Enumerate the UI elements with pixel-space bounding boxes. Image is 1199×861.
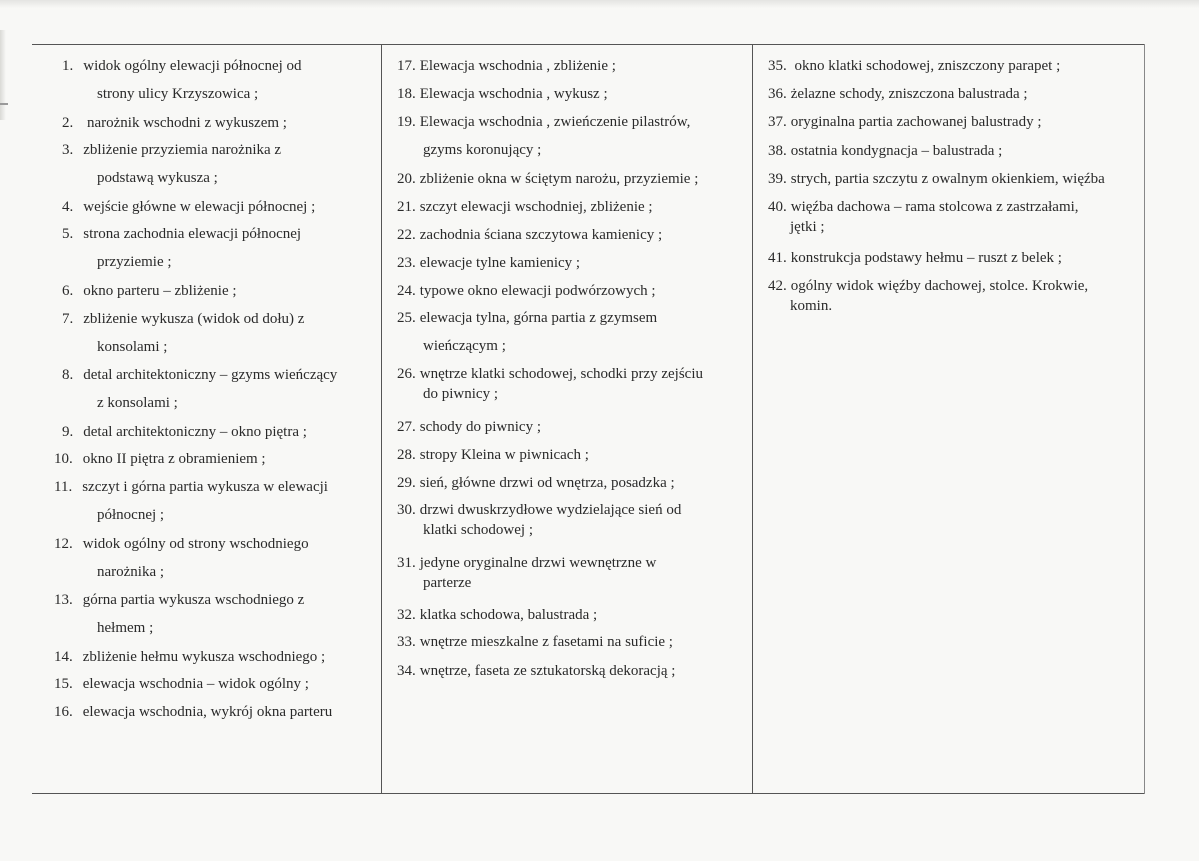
list-item	[768, 276, 1143, 296]
list-item	[54, 702, 380, 722]
scan-mark	[0, 103, 8, 105]
list-item-text: komin.	[790, 298, 833, 314]
list-item-number: 14.	[54, 649, 73, 665]
list-item-text: gzyms koronujący ;	[423, 142, 542, 158]
list-item-text: narożnik wschodni z wykuszem ;	[83, 115, 287, 131]
list-item-text: jętki ;	[790, 219, 825, 235]
list-item-text: strony ulicy Krzyszowica ;	[97, 86, 259, 102]
list-item-number: 40.	[768, 199, 787, 215]
list-item	[397, 225, 747, 245]
list-item	[768, 248, 1143, 268]
list-item-text: okno klatki schodowej, zniszczony parapet ;	[790, 58, 1061, 74]
list-item	[62, 281, 380, 301]
list-item-text: sień, główne drzwi od wnętrza, posadzka ;	[419, 475, 675, 491]
list-item-text: detal architektoniczny – okno piętra ;	[83, 424, 307, 440]
list-item-continuation	[62, 337, 380, 357]
list-item-number: 17.	[397, 58, 416, 74]
list-item	[397, 553, 747, 573]
list-item-number: 38.	[768, 143, 787, 159]
list-item	[397, 84, 747, 104]
list-item-text: górna partia wykusza wschodniego z	[82, 592, 305, 608]
list-item-text: drzwi dwuskrzydłowe wydzielające sień od	[419, 502, 682, 518]
list-item-continuation	[768, 217, 1143, 237]
list-item-text: wnętrze klatki schodowej, schodki przy zejściu	[419, 366, 703, 382]
list-item	[62, 56, 380, 76]
list-item	[397, 632, 747, 652]
list-item-number: 16.	[54, 704, 73, 720]
list-item	[62, 365, 380, 385]
list-item-text: widok ogólny od strony wschodniego	[82, 536, 309, 552]
list-item	[397, 445, 747, 465]
list-item	[768, 56, 1143, 76]
list-item-text: Elewacja wschodnia , zwieńczenie pilastrów,	[419, 114, 691, 130]
list-item-text: narożnika ;	[97, 564, 165, 580]
list-item-text: szczyt elewacji wschodniej, zbliżenie ;	[419, 199, 653, 215]
list-item-continuation	[62, 393, 380, 413]
list-item-text: widok ogólny elewacji północnej od	[83, 58, 302, 74]
list-item	[397, 364, 747, 384]
list-item	[397, 661, 747, 681]
list-item-number: 35.	[768, 58, 787, 74]
list-item-text: typowe okno elewacji podwórzowych ;	[419, 283, 656, 299]
list-item	[54, 477, 380, 497]
list-item-text: konsolami ;	[97, 339, 168, 355]
list-item	[397, 308, 747, 328]
list-item	[54, 534, 380, 554]
list-item	[768, 84, 1143, 104]
list-item-number: 6.	[62, 283, 74, 299]
list-item	[397, 473, 747, 493]
list-item-text: ogólny widok więźby dachowej, stolce. Krokwie,	[790, 278, 1089, 294]
column-divider-1	[381, 44, 382, 794]
list-item-text: zbliżenie przyziemia narożnika z	[83, 142, 282, 158]
list-item	[62, 113, 380, 133]
list-item-text: z konsolami ;	[97, 395, 178, 411]
list-item-text: hełmem ;	[97, 620, 154, 636]
list-item-continuation	[62, 618, 380, 638]
list-item	[768, 169, 1143, 189]
list-item-text: schody do piwnicy ;	[419, 419, 541, 435]
list-item	[62, 197, 380, 217]
list-item-continuation	[62, 168, 380, 188]
scan-shadow-left	[0, 30, 6, 120]
list-item-text: strona zachodnia elewacji północnej	[83, 226, 302, 242]
list-item	[397, 197, 747, 217]
list-item	[768, 141, 1143, 161]
list-item-text: klatki schodowej ;	[423, 522, 533, 538]
list-item-text: elewacja wschodnia, wykrój okna parteru	[82, 704, 333, 720]
list-item-continuation	[397, 520, 747, 540]
list-item-number: 1.	[62, 58, 74, 74]
list-item-number: 24.	[397, 283, 416, 299]
list-item-number: 4.	[62, 199, 74, 215]
list-item	[62, 309, 380, 329]
list-item-text: ostatnia kondygnacja – balustrada ;	[790, 143, 1003, 159]
list-item-number: 5.	[62, 226, 74, 242]
list-item	[54, 590, 380, 610]
list-item-text: konstrukcja podstawy hełmu – ruszt z belek ;	[790, 250, 1062, 266]
list-item-number: 28.	[397, 447, 416, 463]
list-item-number: 11.	[54, 479, 73, 495]
list-item-text: elewacje tylne kamienicy ;	[419, 255, 581, 271]
list-item	[54, 674, 380, 694]
list-item-text: strych, partia szczytu z owalnym okienkiem, więźba	[790, 171, 1105, 187]
list-item-text: szczyt i górna partia wykusza w elewacji	[82, 479, 328, 495]
list-item-number: 15.	[54, 676, 73, 692]
list-item-text: oryginalna partia zachowanej balustrady ;	[790, 114, 1042, 130]
list-item	[62, 224, 380, 244]
list-item-number: 9.	[62, 424, 74, 440]
table-right-border	[1144, 44, 1145, 794]
list-item-number: 2.	[62, 115, 74, 131]
scan-shadow-top	[0, 0, 1199, 8]
table-bottom-border	[32, 793, 1144, 794]
list-item-text: elewacja tylna, górna partia z gzymsem	[419, 310, 658, 326]
list-item	[397, 253, 747, 273]
list-item	[397, 169, 747, 189]
list-item-text: do piwnicy ;	[423, 386, 498, 402]
list-item-continuation	[62, 252, 380, 272]
list-item-number: 27.	[397, 419, 416, 435]
list-item-number: 19.	[397, 114, 416, 130]
list-item-number: 32.	[397, 607, 416, 623]
list-item-number: 8.	[62, 367, 74, 383]
list-item-number: 3.	[62, 142, 74, 158]
list-item-text: parterze	[423, 575, 472, 591]
list-item-continuation	[62, 505, 380, 525]
list-item-text: klatka schodowa, balustrada ;	[419, 607, 598, 623]
list-item	[768, 112, 1143, 132]
list-item-number: 34.	[397, 663, 416, 679]
list-item-text: północnej ;	[97, 507, 165, 523]
list-item-continuation	[768, 296, 1143, 316]
list-item-continuation	[62, 562, 380, 582]
list-item-number: 20.	[397, 171, 416, 187]
list-item	[397, 417, 747, 437]
list-item	[397, 605, 747, 625]
list-item-number: 39.	[768, 171, 787, 187]
list-item-continuation	[397, 140, 747, 160]
list-item-text: więźba dachowa – rama stolcowa z zastrzałami,	[790, 199, 1079, 215]
list-item-text: przyziemie ;	[97, 254, 172, 270]
list-item-number: 31.	[397, 555, 416, 571]
list-item	[397, 56, 747, 76]
list-item	[54, 647, 380, 667]
list-item-number: 23.	[397, 255, 416, 271]
list-item-continuation	[397, 336, 747, 356]
column-divider-2	[752, 44, 753, 794]
list-item-continuation	[397, 573, 747, 593]
list-item-text: zbliżenie okna w ściętym narożu, przyziemie ;	[419, 171, 699, 187]
list-item	[62, 140, 380, 160]
list-item-text: Elewacja wschodnia , zbliżenie ;	[419, 58, 616, 74]
list-item-number: 22.	[397, 227, 416, 243]
list-item	[397, 500, 747, 520]
list-item-text: Elewacja wschodnia , wykusz ;	[419, 86, 608, 102]
list-item	[397, 281, 747, 301]
list-item-text: zbliżenie wykusza (widok od dołu) z	[83, 311, 305, 327]
list-item-text: wnętrze, faseta ze sztukatorską dekoracją ;	[419, 663, 676, 679]
list-item-text: stropy Kleina w piwnicach ;	[419, 447, 589, 463]
list-item-text: żelazne schody, zniszczona balustrada ;	[790, 86, 1028, 102]
list-item-number: 18.	[397, 86, 416, 102]
list-item-continuation	[62, 84, 380, 104]
list-item-text: wnętrze mieszkalne z fasetami na suficie ;	[419, 634, 673, 650]
list-item-text: wieńczącym ;	[423, 338, 506, 354]
list-item-number: 37.	[768, 114, 787, 130]
list-item-number: 42.	[768, 278, 787, 294]
list-item-text: zachodnia ściana szczytowa kamienicy ;	[419, 227, 663, 243]
list-item-continuation	[397, 384, 747, 404]
list-item-number: 12.	[54, 536, 73, 552]
list-item-number: 29.	[397, 475, 416, 491]
list-item-text: okno II piętra z obramieniem ;	[82, 451, 266, 467]
list-item-number: 33.	[397, 634, 416, 650]
list-item	[397, 112, 747, 132]
table-top-border	[32, 44, 1144, 45]
list-item-text: jedyne oryginalne drzwi wewnętrzne w	[419, 555, 657, 571]
list-item-number: 13.	[54, 592, 73, 608]
list-item-text: zbliżenie hełmu wykusza wschodniego ;	[82, 649, 326, 665]
list-item	[62, 422, 380, 442]
list-item-number: 41.	[768, 250, 787, 266]
list-item-number: 36.	[768, 86, 787, 102]
list-item-number: 25.	[397, 310, 416, 326]
list-item-number: 21.	[397, 199, 416, 215]
list-item-text: podstawą wykusza ;	[97, 170, 218, 186]
list-item-text: okno parteru – zbliżenie ;	[83, 283, 237, 299]
list-item	[54, 449, 380, 469]
list-item-text: elewacja wschodnia – widok ogólny ;	[82, 676, 309, 692]
list-item-number: 30.	[397, 502, 416, 518]
list-item	[768, 197, 1143, 217]
list-item-number: 26.	[397, 366, 416, 382]
list-item-number: 7.	[62, 311, 74, 327]
list-item-number: 10.	[54, 451, 73, 467]
list-item-text: detal architektoniczny – gzyms wieńczący	[83, 367, 338, 383]
list-item-text: wejście główne w elewacji północnej ;	[83, 199, 316, 215]
